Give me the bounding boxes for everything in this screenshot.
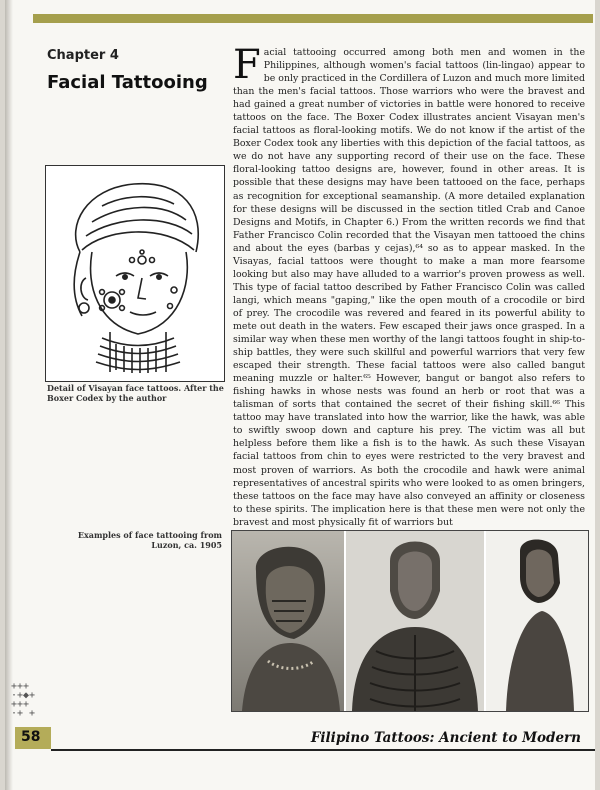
body-paragraph (233, 42, 585, 529)
chapter-label: Chapter 4 (47, 48, 119, 63)
drop-cap: F (233, 42, 261, 88)
footer-book-title: Filipino Tattoos: Ancient to Modern (310, 730, 581, 746)
decorative-cross-ornament: +++ ·+◆+ +++ ·+ + (11, 681, 36, 719)
photo-strip (231, 530, 589, 712)
photo-caption: Examples of face tattooing from Luzon, ca. 1905 (77, 530, 222, 550)
tattooed-man-portrait-icon (232, 531, 344, 711)
body-paragraph-text: acial tattooing occurred among both men and women in the Philippines, although women's facial tattoos (lin-lingao) appear to be only practiced in the Cordillera of Luzon and much more limited than the men's facial tattoos. Those warriors who were the bravest and had gained a great number of victories in battle were honored to receive tattoos on the face. The Boxer Codex illustrates ancient Visayan men's facial tattoos as floral-looking motifs. We do not know if the artist of the Boxer Codex took any liberties with this depiction of the facial tattoos, as we do not have any supporting record of their use on the face. These floral-looking tattoo designs are, however, found in other areas. It is possible that these designs may have been tattooed on the face, perhaps as recognition for exceptional seamanship. (A more detailed explanation for these designs will be discussed in the section titled Crab and Canoe Designs and Motifs, in Chapter 6.) From the written records we find that Father Francisco Colin recorded that the Visayan men tattooed the chins and about the eyes (barbas y cejas),⁶⁴ so as to appear masked. In the Visayas, facial tattoos were thought to make a man more fearsome looking but also may have alluded to a warrior's proven prowess as well. This type of facial tattoo described by Father Francisco Colin was called langi, which means "gaping," like the open mouth of a crocodile or bird of prey. The crocodile was revered and feared in its powerful ability to mete out death in the waters. Few escaped their jaws once grasped. In a similar way when these men worthy of the langi tattoos fought in ship-to-ship battles, they were such skillful and powerful warriors that very few escaped their strength. These facial tattoos were also called bangut meaning muzzle or halter.⁶⁵ However, bangut or bangot also refers to fishing hawks in whose nests was found an herb or root that was a talisman of sorts that contained the secret of their fishing skill.⁶⁶ This tattoo may have translated into how the warrior, like the hawk, was able to swiftly swoop down and capture his prey. The victim was all but helpless before them like a fish is to the hawk. As such these Visayan facial tattoos from chin to eyes were restricted to the very bravest and most proven of warriors. As both the crocodile and hawk were animal representatives of ancestral spirits who were looked to as omen bringers, these tattoos on the face may have also conveyed an affinity or closeness to these spirits. The implication here is that these men were not only the bravest and most physically fit of warriors but (233, 47, 585, 528)
top-accent-bar (33, 14, 593, 23)
illustration-caption: Detail of Visayan face tattoos. After the Boxer Codex by the author (47, 383, 224, 403)
footer-rule (51, 749, 595, 751)
body-text-column (233, 42, 585, 528)
gutter-shadow (5, 0, 13, 790)
young-man-profile-icon (486, 531, 588, 711)
tattooed-face-illustration (45, 165, 225, 382)
tattooed-face-drawing-icon (46, 166, 224, 381)
book-page (5, 0, 595, 790)
page-number: 58 (21, 729, 41, 745)
chapter-title: Facial Tattooing (47, 72, 208, 93)
tattooed-chest-portrait-icon (346, 531, 484, 711)
